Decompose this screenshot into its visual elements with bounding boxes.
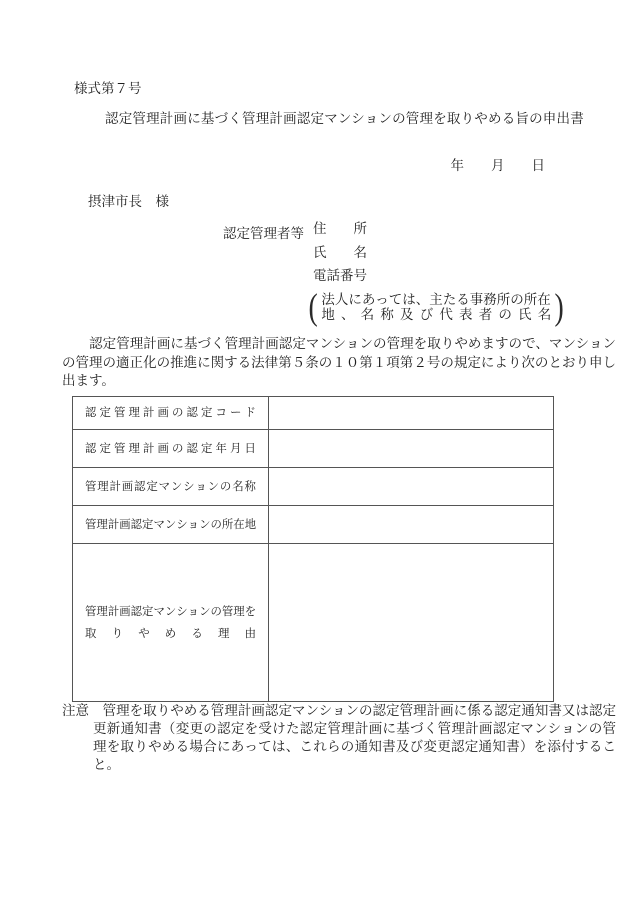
row-label: 管 理 計 画 認 定 マ ン シ ョ ン の 所 在 地 [85,518,257,531]
note-text: 管理を取りやめる管理計画認定マンションの認定管理計画に係る認定通知書又は認定更新通知書（変更の認定を受けた認定管理計画に基づく管理計画認定マンションの管理を取りやめる場合にあっては、これらの通知書及び変更認定通知書）を添付すること。 [93,703,616,772]
corporate-note [307,286,566,328]
row-value-cell [269,468,554,506]
corporate-note-line2: 地 、 名 称 及 び 代 表 者 の 氏 名 [321,306,552,322]
corporate-note-text [321,293,551,322]
document-title: 認定管理計画に基づく管理計画認定マンションの管理を取りやめる旨の申出書 [105,111,584,126]
application-table [72,396,554,702]
applicant-fields [308,221,566,328]
row-label-cell [73,397,269,430]
row-value-cell [269,544,554,702]
row-value-cell [269,397,554,430]
corporate-note-line1: 法人にあっては、主たる事務所の所在 [321,292,551,307]
phone-field-label: 電話番号 [313,268,367,283]
table-row [73,397,554,430]
row-label: 認 定 管 理 計 画 の 認 定 年 月 日 [85,442,256,455]
row-value-cell [269,430,554,468]
addressee: 摂津市長 様 [88,194,169,209]
close-paren: ) [554,286,565,328]
applicant-label: 認定管理者等 [223,226,304,241]
table-row [73,506,554,544]
name-field-label: 氏 名 [313,244,367,260]
row-value-cell [269,506,554,544]
row-label-cell [73,544,269,702]
table-row [73,468,554,506]
footer-note [62,702,616,774]
row-label-cell [73,506,269,544]
applicant-block [223,221,566,328]
row-label-cell [73,430,269,468]
row-label-cell [73,468,269,506]
table-row [73,430,554,468]
form-number: 様式第７号 [74,81,142,96]
row-label: 認 定 管 理 計 画 の 認 定 コ ー ド [85,407,256,419]
open-paren: ( [308,286,318,328]
row-label-line1: 管 理 計 画 認 定 マ ン シ ョ ン の 管 理 を [85,605,257,618]
row-label-line2: 取 り や め る 理 由 [85,627,256,640]
address-field-label: 住 所 [313,221,367,236]
note-label: 注意 [62,703,103,718]
table-row [73,544,554,702]
date-line: 年 月 日 [450,158,545,173]
row-label: 管 理 計 画 認 定 マ ン シ ョ ン の 名 称 [85,480,256,493]
body-paragraph: 認定管理計画に基づく管理計画認定マンションの管理を取りやめますので、マンションの管理の適正化の推進に関する法律第５条の１０第１項第２号の規定により次のとおり申し出ます。 [62,336,616,389]
